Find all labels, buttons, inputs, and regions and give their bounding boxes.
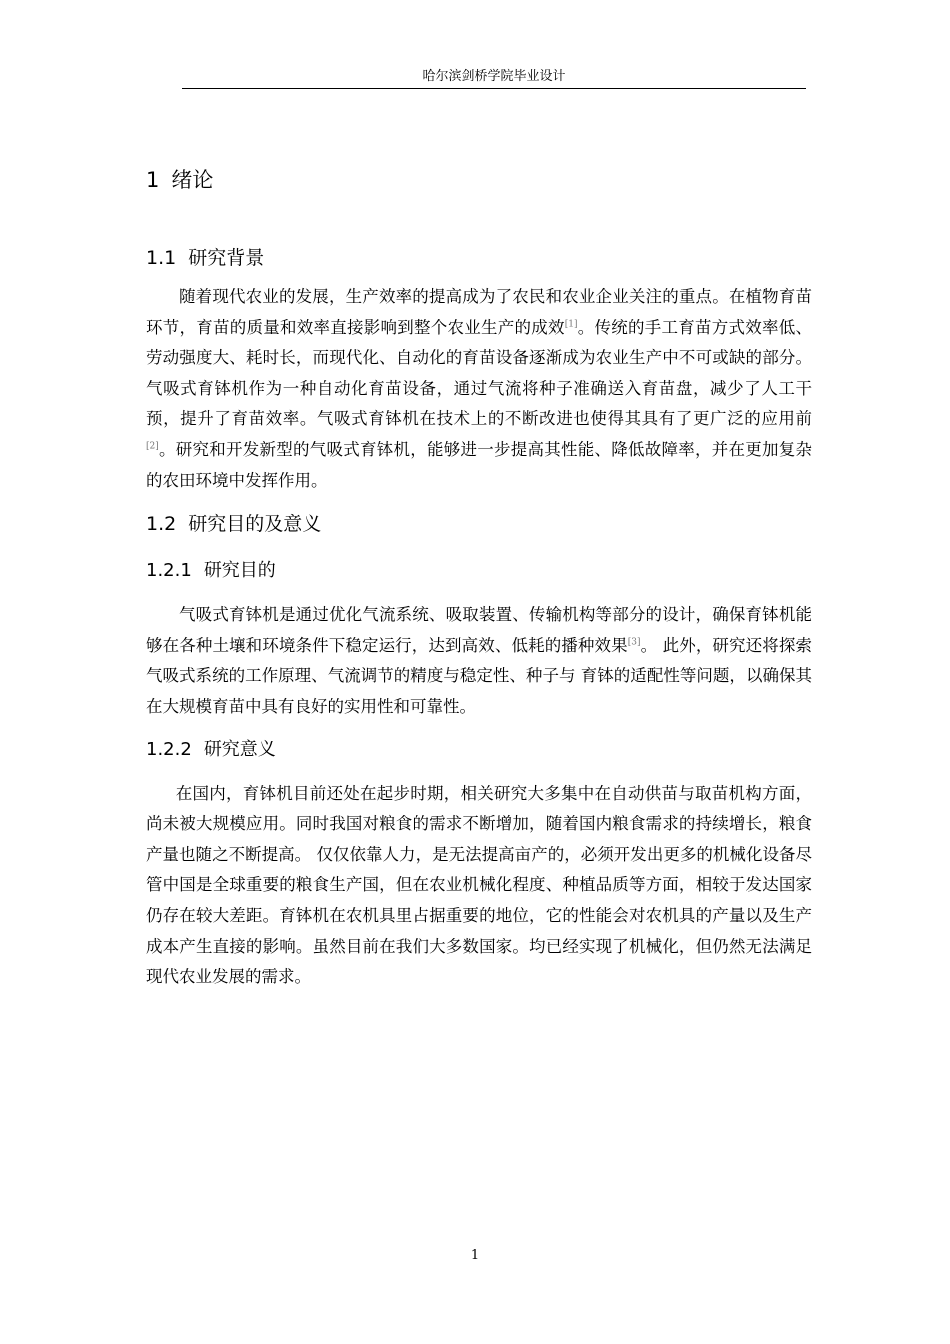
subsection-heading-1-2-1	[146, 548, 812, 594]
page-number: 1	[470, 1248, 480, 1263]
paragraph-text: 。传统的手工育苗方式效率低、劳动强度大、耗时长，而现代化、自动化的育苗设备逐渐成为农业生产中不可或缺的部分。气吸式育钵机作为一种自动化育苗设备，通过气流将种子准确送入育苗盘，减少了人工干预，提升了育苗效率。气吸式育钵机在技术上的不断改进也使得其具有了更广泛的应用前	[146, 317, 812, 429]
section-heading-1-1	[146, 234, 812, 282]
paragraph-text: 随着现代农业的发展，生产效率的提高成为了农民和农业企业关注的重点。在植物育苗环节，育苗的质量和效率直接影响到整个农业生产的成效	[146, 287, 812, 337]
paragraph-background	[146, 282, 812, 496]
page-header	[182, 66, 806, 89]
section-number: 1.1	[146, 247, 177, 269]
chapter-heading	[146, 150, 812, 210]
chapter-number: 1	[146, 168, 160, 192]
citation-ref: [1]	[564, 319, 578, 330]
document-body	[146, 150, 812, 993]
subsection-title: 研究目的	[203, 560, 276, 582]
subsection-number: 1.2.1	[146, 560, 192, 582]
header-title: 哈尔滨剑桥学院毕业设计	[422, 69, 566, 84]
paragraph-text: 。研究和开发新型的气吸式育钵机，能够进一步提高其性能、降低故障率，并在更加复杂的农田环境中发挥作用。	[146, 439, 812, 490]
subsection-title: 研究意义	[203, 738, 276, 760]
paragraph-significance: 在国内，育钵机目前还处在起步时期，相关研究大多集中在自动供苗与取苗机构方面，尚未被大规模应用。同时我国对粮食的需求不断增加，随着国内粮食需求的持续增长，粮食产量也随之不断提高。 仅仅依靠人力，是无法提高亩产的，必须开发出更多的机械化设备尽管中国是全球重要的粮食生产国，但在农业机械化程度、种植品质等方面，相较于发达国家仍存在较大差距。育钵机在农机具里占据重要的地位，它的性能会对农机具的产量以及生产成本产生直接的影响。虽然目前在我们大多数国家。均已经实现了机械化，但仍然无法满足现代农业发展的需求。	[146, 783, 812, 987]
subsection-number: 1.2.2	[146, 738, 192, 760]
chapter-title: 绪论	[171, 168, 214, 192]
paragraph-text: 。 此外，研究还将探索气吸式系统的工作原理、气流调节的精度与稳定性、种子与 育钵的适配性等问题，以确保其在大规模育苗中具有良好的实用性和可靠性。	[146, 635, 812, 716]
section-number: 1.2	[146, 513, 177, 536]
citation-ref: [2]	[146, 441, 159, 452]
section-title: 研究背景	[188, 247, 265, 269]
citation-ref: [3]	[627, 637, 641, 648]
paragraph-text: 气吸式育钵机是通过优化气流系统、吸取装置、传输机构等部分的设计，确保育钵机能够在各种土壤和环境条件下稳定运行，达到高效、低耗的播种效果	[146, 605, 812, 655]
subsection-heading-1-2-2	[146, 727, 812, 773]
paragraph-purpose	[146, 600, 812, 722]
section-heading-1-2	[146, 500, 812, 548]
section-title: 研究目的及意义	[188, 513, 322, 536]
